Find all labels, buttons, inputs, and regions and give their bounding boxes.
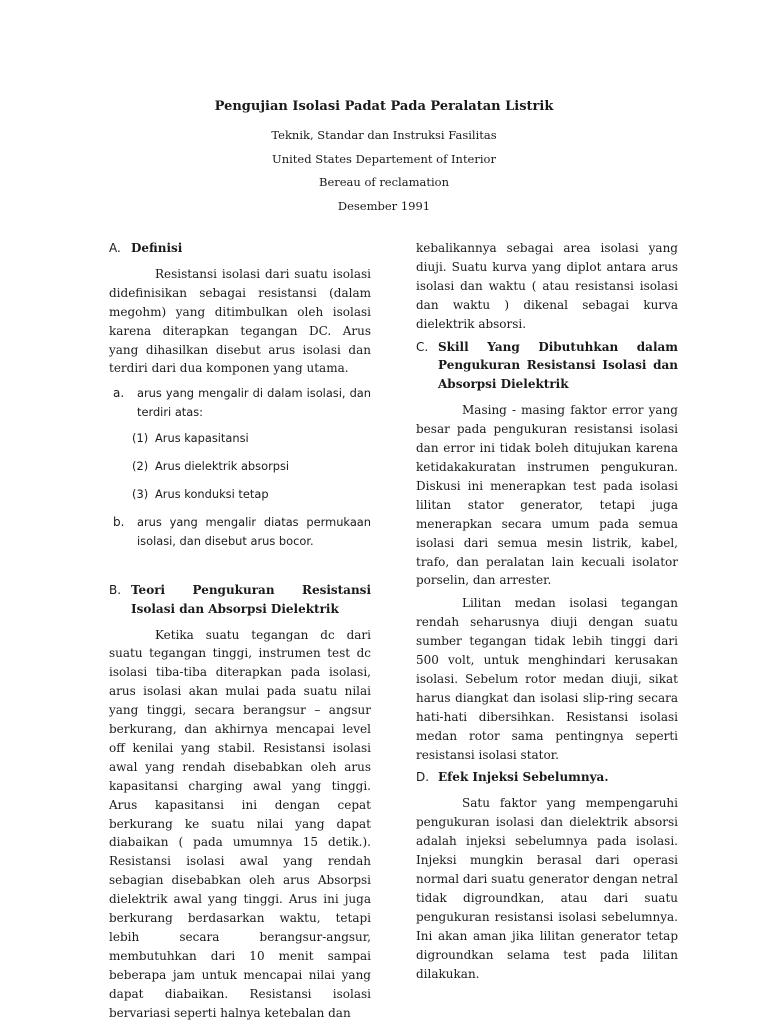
section-title: Definisi: [131, 241, 183, 255]
subtitle-line: Bereau of reclamation: [319, 175, 449, 189]
subtitle-line: Desember 1991: [337, 198, 431, 213]
sub-item-3: [109, 485, 371, 504]
section-b-paragraph: Ketika suatu tegangan dc dari suatu tegangan tinggi, instrumen test dc isolasi tiba-tiba diterapkan pada isolasi, arus isolasi akan mulai pada suatu nilai yang tinggi, secara berangsur – angsur berkurang, dan akhirnya mencapai level off kenilai yang stabil. Resistansi isolasi awal yang rendah disebabkan oleh arus kapasitansi charging awal yang tinggi. Arus kapasitansi ini dengan cepat berkurang ke suatu nilai yang dapat diabaikan ( pada umumnya 15 detik.). Resistansi isolasi awal yang rendah sebagian disebabkan oleh arus Absorpsi dielektrik awal yang tinggi. Arus ini juga berkurang berdasarkan waktu, tetapi lebih secara berangsur-angsur, membutuhkan dari 10 menit sampai beberapa jam untuk mencapai nilai yang dapat diabaikan. Resistansi isolasi bervariasi seperti halnya ketebalan dan: [109, 627, 371, 1020]
subtitle-line: United States Departement of Interior: [272, 151, 496, 166]
list-item-b: [109, 513, 371, 551]
section-letter: C.: [416, 339, 429, 354]
subtitle-line: Teknik, Standar dan Instruksi Fasilitas: [271, 128, 497, 142]
section-letter: D.: [416, 770, 430, 785]
right-column: [416, 239, 678, 987]
section-b-heading: [109, 581, 371, 619]
section-a-heading: [109, 239, 371, 258]
section-d-heading: [416, 768, 678, 787]
list-text: arus yang mengalir di dalam isolasi, dan terdiri atas:: [137, 386, 371, 420]
list-marker: b.: [113, 514, 125, 529]
sub-marker: (1): [132, 431, 149, 446]
sub-marker: (2): [132, 459, 149, 474]
sub-item-2: [109, 457, 371, 476]
section-letter: A.: [109, 241, 121, 255]
section-a-intro: Resistansi isolasi dari suatu isolasi didefinisikan sebagai resistansi (dalam megohm) yang ditimbulkan oleh isolasi karena diterapkan tegangan DC. Arus yang dihasilkan disebut arus isolasi dan terdiri dari dua komponen yang utama.: [109, 266, 371, 376]
document-title: Pengujian Isolasi Padat Pada Peralatan Listrik: [214, 99, 554, 114]
section-c-heading: [416, 338, 678, 395]
section-title: Skill Yang Dibutuhkan dalam Pengukuran Resistansi Isolasi dan Absorpsi Dielektrik: [438, 339, 678, 392]
document-header: [0, 98, 768, 218]
sub-marker: (3): [132, 486, 149, 501]
sub-item-1: [109, 429, 371, 448]
section-title: Efek Injeksi Sebelumnya.: [438, 770, 609, 785]
section-c-paragraph-2: Lilitan medan isolasi tegangan rendah seharusnya diuji dengan suatu sumber tegangan tidak lebih tinggi dari 500 volt, untuk menghindari kerusakan isolasi. Sebelum rotor medan diuji, sikat harus diangkat dan isolasi slip-ring secara hati-hati dibersihkan. Resistansi isolasi medan rotor sama pentingnya seperti resistansi isolasi stator.: [416, 596, 678, 762]
left-column: [109, 239, 371, 1027]
section-b-paragraph-continued: kebalikannya sebagai area isolasi yang diuji. Suatu kurva yang diplot antara arus isolasi dan waktu ( atau resistansi isolasi dan waktu ) dikenal sebagai kurva dielektrik absorsi.: [416, 241, 678, 331]
spacer: [109, 557, 371, 581]
list-item-a: [109, 384, 371, 422]
list-text: arus yang mengalir diatas permukaan isolasi, dan disebut arus bocor.: [137, 514, 371, 548]
section-d-paragraph: Satu faktor yang mempengaruhi pengukuran isolasi dan dielektrik absorsi adalah injeksi sebelumnya pada isolasi. Injeksi mungkin berasal dari operasi normal dari suatu generator dengan netral tidak digroundkan, atau dari suatu pengukuran resistansi isolasi sebelumnya. Ini akan aman jika lilitan generator tetap digroundkan selama test pada lilitan dilakukan.: [416, 796, 678, 981]
sub-text: Arus konduksi tetap: [155, 486, 269, 501]
section-title: Teori Pengukuran Resistansi Isolasi dan Absorpsi Dielektrik: [131, 582, 371, 616]
sub-text: Arus dielektrik absorpsi: [155, 459, 290, 474]
sub-text: Arus kapasitansi: [155, 431, 249, 446]
list-marker: a.: [113, 386, 125, 401]
section-letter: B.: [109, 582, 122, 597]
section-c-paragraph-1: Masing - masing faktor error yang besar pada pengukuran resistansi isolasi dan error ini tidak boleh ditujukan karena ketidakakuratan instrumen pengukuran. Diskusi ini menerapkan test pada isolasi lilitan stator generator, tetapi juga menerapkan secara umum pada semua isolasi dari semua mesin listrik, kabel, trafo, dan peralatan lain kecuali isolator porselin, dan arrester.: [416, 403, 678, 588]
